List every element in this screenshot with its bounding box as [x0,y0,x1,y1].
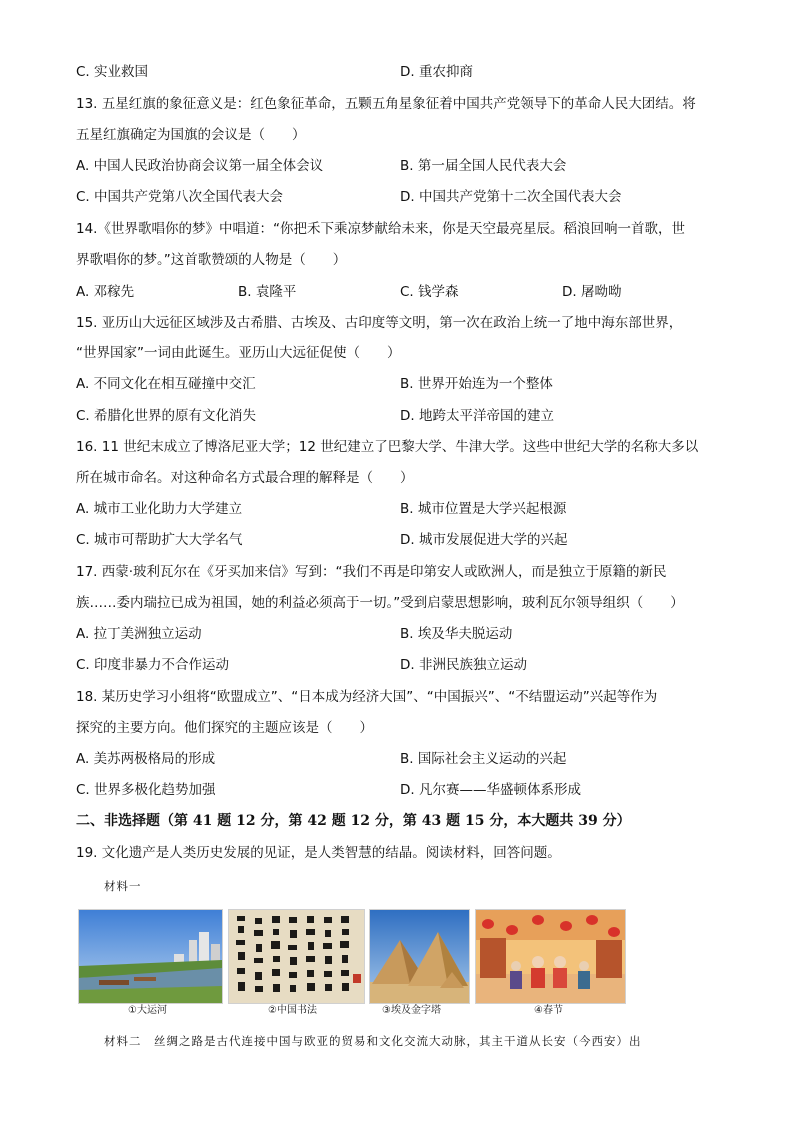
q17-option-a: A. 拉丁美洲独立运动 [76,626,202,642]
pyramids-image [369,909,470,1004]
caption-spring-festival: ④春节 [534,1005,563,1016]
q15-option-c: C. 希腊化世界的原有文化消失 [76,408,257,424]
q18-option-a: A. 美苏两极格局的形成 [76,751,216,767]
q14-stem-line1: 14.《世界歌唱你的梦》中唱道：“你把禾下乘凉梦献给未来，你是天空最亮星辰。稻浪回响一首歌，世 [76,221,685,237]
caption-pyramids: ③埃及金字塔 [382,1005,441,1016]
q16-option-c: C. 城市可帮助扩大大学名气 [76,532,243,548]
q16-stem-line1: 16. 11 世纪末成立了博洛尼亚大学；12 世纪建立了巴黎大学、牛津大学。这些中世纪大学的名称大多以 [76,439,699,455]
q17-stem-line1: 17. 西蒙·玻利瓦尔在《牙买加来信》写到：“我们不再是印第安人或欧洲人，而是独立于原籍的新民 [76,564,667,580]
q17-stem-line2: 族……委内瑞拉已成为祖国，她的利益必须高于一切。”受到启蒙思想影响，玻利瓦尔领导组织（ ） [76,595,684,611]
q12-option-c: C. 实业救国 [76,64,149,80]
q13-option-b: B. 第一届全国人民代表大会 [400,158,567,174]
caption-calligraphy: ②中国书法 [268,1005,317,1016]
q15-option-a: A. 不同文化在相互碰撞中交汇 [76,376,256,392]
q17-option-c: C. 印度非暴力不合作运动 [76,657,230,673]
q16-stem-line2: 所在城市命名。对这种命名方式最合理的解释是（ ） [76,470,414,486]
q18-option-d: D. 凡尔赛——华盛顿体系形成 [400,782,581,798]
q18-option-c: C. 世界多极化趋势加强 [76,782,216,798]
q14-option-a: A. 邓稼先 [76,284,135,300]
q19-stem: 19. 文化遗产是人类历史发展的见证，是人类智慧的结晶。阅读材料，回答问题。 [76,845,561,861]
q16-option-a: A. 城市工业化助力大学建立 [76,501,243,517]
q13-option-c: C. 中国共产党第八次全国代表大会 [76,189,284,205]
q14-stem-line2: 界歌唱你的梦。”这首歌赞颂的人物是（ ） [76,252,347,268]
q15-stem-line1: 15. 亚历山大远征区域涉及古希腊、古埃及、古印度等文明，第一次在政治上统一了地中海东部世界， [76,315,683,331]
q15-option-d: D. 地跨太平洋帝国的建立 [400,408,554,424]
q13-stem-line1: 13. 五星红旗的象征意义是：红色象征革命，五颗五角星象征着中国共产党领导下的革命人民大团结。将 [76,96,696,112]
spring-festival-image [475,909,626,1004]
q15-option-b: B. 世界开始连为一个整体 [400,376,553,392]
q16-option-d: D. 城市发展促进大学的兴起 [400,532,568,548]
caption-grand-canal: ①大运河 [128,1005,167,1016]
section-2-heading: 二、非选择题（第 41 题 12 分，第 42 题 12 分，第 43 题 15 分，本大题共 39 分） [76,813,631,829]
q12-option-d: D. 重农抑商 [400,64,473,80]
q17-option-d: D. 非洲民族独立运动 [400,657,527,673]
q15-stem-line2: “世界国家”一词由此诞生。亚历山大远征促使（ ） [76,345,401,361]
q17-option-b: B. 埃及华夫脱运动 [400,626,513,642]
q18-stem-line1: 18. 某历史学习小组将“欧盟成立”、“日本成为经济大国”、“中国振兴”、“不结盟运动”兴起等作为 [76,689,658,705]
q14-option-c: C. 钱学森 [400,284,459,300]
q18-stem-line2: 探究的主要方向。他们探究的主题应该是（ ） [76,720,373,736]
q13-stem-line2: 五星红旗确定为国旗的会议是（ ） [76,127,306,143]
q14-option-d: D. 屠呦呦 [562,284,622,300]
calligraphy-image [228,909,365,1004]
q18-option-b: B. 国际社会主义运动的兴起 [400,751,567,767]
q13-option-a: A. 中国人民政治协商会议第一届全体会议 [76,158,324,174]
grand-canal-image [78,909,223,1004]
q16-option-b: B. 城市位置是大学兴起根源 [400,501,567,517]
q14-option-b: B. 袁隆平 [238,284,297,300]
material-2-text: 材料二 丝绸之路是古代连接中国与欧亚的贸易和文化交流大动脉，其主干道从长安（今西安）出 [104,1034,642,1048]
q13-option-d: D. 中国共产党第十二次全国代表大会 [400,189,622,205]
material-1-label: 材料一 [104,879,142,893]
